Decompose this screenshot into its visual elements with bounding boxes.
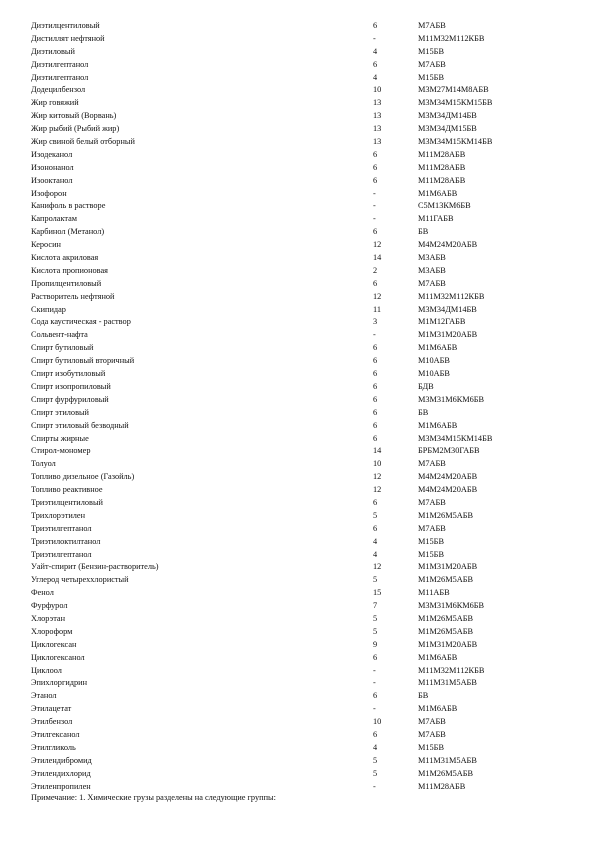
cargo-group: 5: [373, 575, 378, 585]
table-row: [31, 84, 571, 97]
table-row: [31, 278, 571, 291]
cargo-name: Диэтилцентиловый: [31, 21, 100, 30]
table-row: [31, 626, 571, 639]
cargo-group: 6: [373, 407, 378, 417]
cargo-group: 12: [373, 472, 382, 482]
cargo-material-codes: М11М28АБВ: [418, 149, 466, 159]
cargo-group: 12: [373, 291, 382, 301]
cargo-material-codes: М1М26М5АБВ: [418, 768, 474, 778]
cargo-name: Циклоол: [31, 665, 62, 675]
table-row: [31, 213, 571, 226]
cargo-name: Этилбензол: [31, 717, 73, 727]
cargo-group: 6: [373, 356, 378, 366]
table-row: [31, 523, 571, 536]
cargo-material-codes: М3АБВ: [418, 253, 446, 263]
cargo-group: 5: [373, 755, 378, 765]
table-row: [31, 59, 571, 72]
table-row: [31, 471, 571, 484]
cargo-name: Капролактам: [31, 214, 78, 224]
table-row: [31, 200, 571, 213]
cargo-group: 12: [373, 240, 382, 250]
cargo-group: -: [373, 678, 376, 688]
cargo-group: 10: [373, 459, 382, 469]
cargo-name: Триэтилцентиловый: [31, 497, 103, 507]
table-row: [31, 407, 571, 420]
cargo-group: 13: [373, 124, 382, 134]
table-row: [31, 729, 571, 742]
table-row: [31, 600, 571, 613]
cargo-name: Пропилцентиловый: [31, 278, 102, 288]
cargo-material-codes: М1М26М5АБВ: [418, 510, 474, 520]
table-row: [31, 72, 571, 85]
cargo-material-codes: М10АБВ: [418, 369, 450, 379]
cargo-material-codes: М11М32М112КБВ: [418, 291, 485, 301]
cargo-material-codes: М11АБВ: [418, 588, 450, 598]
table-row: [31, 265, 571, 278]
table-row: [31, 304, 571, 317]
cargo-material-codes: М11М28АБВ: [418, 175, 466, 185]
table-row: [31, 703, 571, 716]
cargo-group: 10: [373, 717, 382, 727]
cargo-group: -: [373, 33, 376, 43]
cargo-material-codes: М10АБВ: [418, 356, 450, 366]
table-row: [31, 639, 571, 652]
cargo-material-codes: М7АБВ: [418, 59, 446, 69]
cargo-material-codes: М1М6АБВ: [418, 420, 458, 430]
cargo-name: Этилгликоль: [31, 742, 76, 752]
cargo-material-codes: М7АБВ: [418, 497, 446, 507]
cargo-group: 5: [373, 768, 378, 778]
cargo-name: Хлорэтан: [31, 613, 66, 623]
table-row: [31, 742, 571, 755]
cargo-group: 15: [373, 588, 382, 598]
cargo-name: Этанол: [31, 691, 57, 701]
cargo-material-codes: М1М31М20АБВ: [418, 562, 478, 572]
cargo-material-codes: БВ: [418, 407, 429, 417]
cargo-name: Эпихлоргидрин: [31, 678, 88, 688]
cargo-group: 6: [373, 227, 378, 237]
cargo-material-codes: М3М34ДМ14БВ: [418, 304, 477, 314]
cargo-name: Кислота акриловая: [31, 253, 99, 263]
cargo-material-codes: М1М31М20АБВ: [418, 330, 478, 340]
cargo-material-codes: М4М24М20АБВ: [418, 472, 478, 482]
cargo-name: Карбинол (Метанол): [31, 227, 105, 237]
cargo-group: 6: [373, 433, 378, 443]
cargo-name: Жир рыбий (Рыбий жир): [31, 124, 120, 134]
cargo-name: Трихлорэтилен: [31, 510, 86, 520]
cargo-group: 6: [373, 394, 378, 404]
table-row: [31, 497, 571, 510]
cargo-name: Керосин: [31, 240, 61, 250]
cargo-material-codes: М1М26М5АБВ: [418, 626, 474, 636]
table-row: [31, 162, 571, 175]
cargo-material-codes: М11М32М112КБВ: [418, 665, 485, 675]
table-row: [31, 175, 571, 188]
table-row: [31, 613, 571, 626]
cargo-material-codes: М7АБВ: [418, 278, 446, 288]
cargo-name: Этилацетат: [31, 704, 72, 714]
cargo-group: 4: [373, 46, 378, 56]
table-row: [31, 484, 571, 497]
table-row: [31, 342, 571, 355]
cargo-group: -: [373, 704, 376, 714]
table-row: [31, 329, 571, 342]
table-row: [31, 136, 571, 149]
table-row: [31, 587, 571, 600]
cargo-material-codes: М11М28АБВ: [418, 162, 466, 172]
cargo-material-codes: М3М27М14М8АБВ: [418, 85, 489, 95]
cargo-material-codes: БВ: [418, 691, 429, 701]
table-row: [31, 561, 571, 574]
cargo-name: Додецилбензол: [31, 85, 86, 95]
cargo-group: 13: [373, 111, 382, 121]
cargo-name: Сода каустическая - раствор: [31, 317, 131, 327]
cargo-group: 6: [373, 497, 378, 507]
cargo-name: Топливо дизельное (Газойль): [31, 472, 135, 482]
cargo-material-codes: М7АБВ: [418, 459, 446, 469]
cargo-name: Диэтилгептанол: [31, 72, 89, 82]
cargo-name: Этилендибромид: [31, 755, 92, 765]
cargo-material-codes: М1М6АБВ: [418, 652, 458, 662]
cargo-group: 11: [373, 304, 381, 314]
cargo-name: Спирт изопропиловый: [31, 381, 111, 391]
cargo-material-codes: М15БВ: [418, 46, 444, 56]
cargo-name: Изодеканол: [31, 149, 73, 159]
cargo-name: Циклогексанол: [31, 652, 85, 662]
cargo-material-codes: М4М24М20АБВ: [418, 240, 478, 250]
cargo-material-codes: М7АБВ: [418, 729, 446, 739]
cargo-name: Фенол: [31, 588, 54, 598]
cargo-group: 6: [373, 420, 378, 430]
table-row: [31, 123, 571, 136]
cargo-group: 6: [373, 162, 378, 172]
cargo-group: 12: [373, 485, 382, 495]
cargo-group: 6: [373, 381, 378, 391]
cargo-group: 6: [373, 369, 378, 379]
cargo-name: Триэтилгептанол: [31, 523, 92, 533]
cargo-group: -: [373, 214, 376, 224]
table-row: [31, 420, 571, 433]
table-row: [31, 355, 571, 368]
cargo-name: Дистиллят нефтяной: [31, 33, 105, 43]
cargo-group: 4: [373, 742, 378, 752]
cargo-group: 5: [373, 510, 378, 520]
cargo-name: Стирол-мономер: [31, 446, 91, 456]
cargo-material-codes: М11М31М5АБВ: [418, 678, 477, 688]
cargo-material-codes: БВ: [418, 227, 429, 237]
cargo-name: Фурфурол: [31, 601, 68, 611]
table-row: [31, 394, 571, 407]
cargo-group: 13: [373, 137, 382, 147]
cargo-group: -: [373, 188, 376, 198]
cargo-name: Триэтилгептанол: [31, 549, 92, 559]
cargo-material-codes: М1М6АБВ: [418, 343, 458, 353]
cargo-material-codes: БДВ: [418, 381, 434, 391]
cargo-name: Жир свиной белый отборный: [31, 137, 135, 147]
table-row: [31, 755, 571, 768]
cargo-material-codes: М11М31М5АБВ: [418, 755, 477, 765]
table-row: [31, 549, 571, 562]
cargo-material-codes: М15БВ: [418, 72, 444, 82]
cargo-name: Скипидар: [31, 304, 66, 314]
table-row: [31, 252, 571, 265]
table-row: [31, 20, 571, 33]
cargo-name: Спирт этиловый: [31, 407, 90, 417]
cargo-group: 6: [373, 21, 378, 30]
cargo-material-codes: М7АБВ: [418, 523, 446, 533]
table-row: [31, 110, 571, 123]
table-row: [31, 665, 571, 678]
cargo-material-codes: М1М12ГАБВ: [418, 317, 466, 327]
cargo-material-codes: М11М32М112КБВ: [418, 33, 485, 43]
cargo-group: -: [373, 330, 376, 340]
cargo-name: Спирты жирные: [31, 433, 89, 443]
cargo-name: Канифоль в растворе: [31, 201, 106, 211]
cargo-material-codes: М3М34М15КМ15БВ: [418, 98, 493, 108]
cargo-material-codes: М1М6АБВ: [418, 188, 458, 198]
cargo-group: 14: [373, 253, 382, 263]
cargo-material-codes: М3М34ДМ15БВ: [418, 124, 477, 134]
table-row: [31, 46, 571, 59]
table-row: [31, 574, 571, 587]
cargo-material-codes: М11М28АБВ: [418, 781, 466, 791]
cargo-group: 12: [373, 562, 382, 572]
table-row: [31, 226, 571, 239]
table-row: [31, 291, 571, 304]
cargo-group: 2: [373, 265, 378, 275]
table-row: [31, 536, 571, 549]
cargo-group: 5: [373, 613, 378, 623]
cargo-name: Диэтиловый: [31, 46, 75, 56]
cargo-material-codes: М1М26М5АБВ: [418, 575, 474, 585]
cargo-material-codes: М7АБВ: [418, 717, 446, 727]
cargo-name: Хлороформ: [31, 626, 73, 636]
cargo-material-codes: М11ГАБВ: [418, 214, 454, 224]
cargo-name: Углерод четыреххлористый: [31, 575, 129, 585]
cargo-name: Этиленпропилен: [31, 781, 91, 791]
cargo-group: -: [373, 781, 376, 791]
table-row: [31, 677, 571, 690]
cargo-name: Толуол: [31, 459, 56, 469]
cargo-group: 6: [373, 691, 378, 701]
cargo-material-codes: М3М34М15КМ14БВ: [418, 433, 493, 443]
cargo-material-codes: М3М31М6КМ6БВ: [418, 601, 485, 611]
cargo-material-codes: М7АБВ: [418, 21, 446, 30]
cargo-material-codes: М4М24М20АБВ: [418, 485, 478, 495]
table-row: [31, 458, 571, 471]
cargo-group: 14: [373, 446, 382, 456]
table-row: [31, 97, 571, 110]
table-row: [31, 316, 571, 329]
table-row: [31, 781, 571, 794]
cargo-group: 7: [373, 601, 378, 611]
cargo-name: Жир говяжий: [31, 98, 79, 108]
cargo-material-codes: М15БВ: [418, 549, 444, 559]
cargo-name: Спирт этиловый безводный: [31, 420, 129, 430]
cargo-name: Диэтилгептанол: [31, 59, 89, 69]
table-row: [31, 652, 571, 665]
cargo-group: 5: [373, 626, 378, 636]
cargo-material-codes: М3М31М6КМ6БВ: [418, 394, 485, 404]
cargo-name: Уайт-спирит (Бензин-растворитель): [31, 562, 159, 572]
cargo-group: 13: [373, 98, 382, 108]
cargo-material-codes: М1М31М20АБВ: [418, 639, 478, 649]
cargo-name: Спирт бутиловый вторичный: [31, 356, 135, 366]
table-footnote: Примечание: 1. Химические грузы разделены на следующие группы:: [31, 793, 276, 802]
cargo-group: 10: [373, 85, 382, 95]
cargo-group: 6: [373, 523, 378, 533]
cargo-material-codes: М15БВ: [418, 536, 444, 546]
cargo-group: 6: [373, 343, 378, 353]
cargo-table: [31, 20, 571, 793]
cargo-name: Изооктанол: [31, 175, 73, 185]
cargo-group: -: [373, 665, 376, 675]
cargo-name: Спирт фурфуриловый: [31, 394, 109, 404]
cargo-name: Триэтилоктилтанол: [31, 536, 101, 546]
cargo-group: 3: [373, 317, 378, 327]
cargo-group: 6: [373, 729, 378, 739]
cargo-name: Растворитель нефтяной: [31, 291, 115, 301]
cargo-group: 9: [373, 639, 378, 649]
table-row: [31, 445, 571, 458]
cargo-name: Спирт изобутиловый: [31, 369, 106, 379]
cargo-name: Этилгексанол: [31, 729, 80, 739]
cargo-group: 4: [373, 536, 378, 546]
cargo-name: Топливо реактивное: [31, 485, 103, 495]
cargo-group: 4: [373, 549, 378, 559]
cargo-material-codes: М3М34М15КМ14БВ: [418, 137, 493, 147]
table-row: [31, 433, 571, 446]
table-row: [31, 690, 571, 703]
cargo-material-codes: М15БВ: [418, 742, 444, 752]
cargo-name: Циклогексан: [31, 639, 77, 649]
cargo-material-codes: БРБМ2М30ГАБВ: [418, 446, 480, 456]
cargo-group: 6: [373, 175, 378, 185]
cargo-name: Кислота пропионовая: [31, 265, 108, 275]
cargo-material-codes: С5М13КМ6БВ: [418, 201, 471, 211]
cargo-group: 6: [373, 652, 378, 662]
table-row: [31, 381, 571, 394]
table-row: [31, 33, 571, 46]
table-row: [31, 768, 571, 781]
cargo-group: 6: [373, 278, 378, 288]
cargo-name: Изофорон: [31, 188, 67, 198]
cargo-material-codes: М1М6АБВ: [418, 704, 458, 714]
cargo-material-codes: М3М34ДМ14БВ: [418, 111, 477, 121]
cargo-name: Изононанол: [31, 162, 74, 172]
table-row: [31, 510, 571, 523]
cargo-material-codes: М3АБВ: [418, 265, 446, 275]
cargo-material-codes: М1М26М5АБВ: [418, 613, 474, 623]
cargo-group: 6: [373, 59, 378, 69]
cargo-name: Сольвент-нафта: [31, 330, 88, 340]
cargo-name: Жир китовый (Ворвань): [31, 111, 117, 121]
table-row: [31, 149, 571, 162]
table-row: [31, 716, 571, 729]
table-row: [31, 368, 571, 381]
cargo-name: Спирт бутиловый: [31, 343, 94, 353]
table-row: [31, 239, 571, 252]
cargo-group: 4: [373, 72, 378, 82]
cargo-group: 6: [373, 149, 378, 159]
cargo-group: -: [373, 201, 376, 211]
table-row: [31, 188, 571, 201]
cargo-name: Этилендихлорид: [31, 768, 91, 778]
